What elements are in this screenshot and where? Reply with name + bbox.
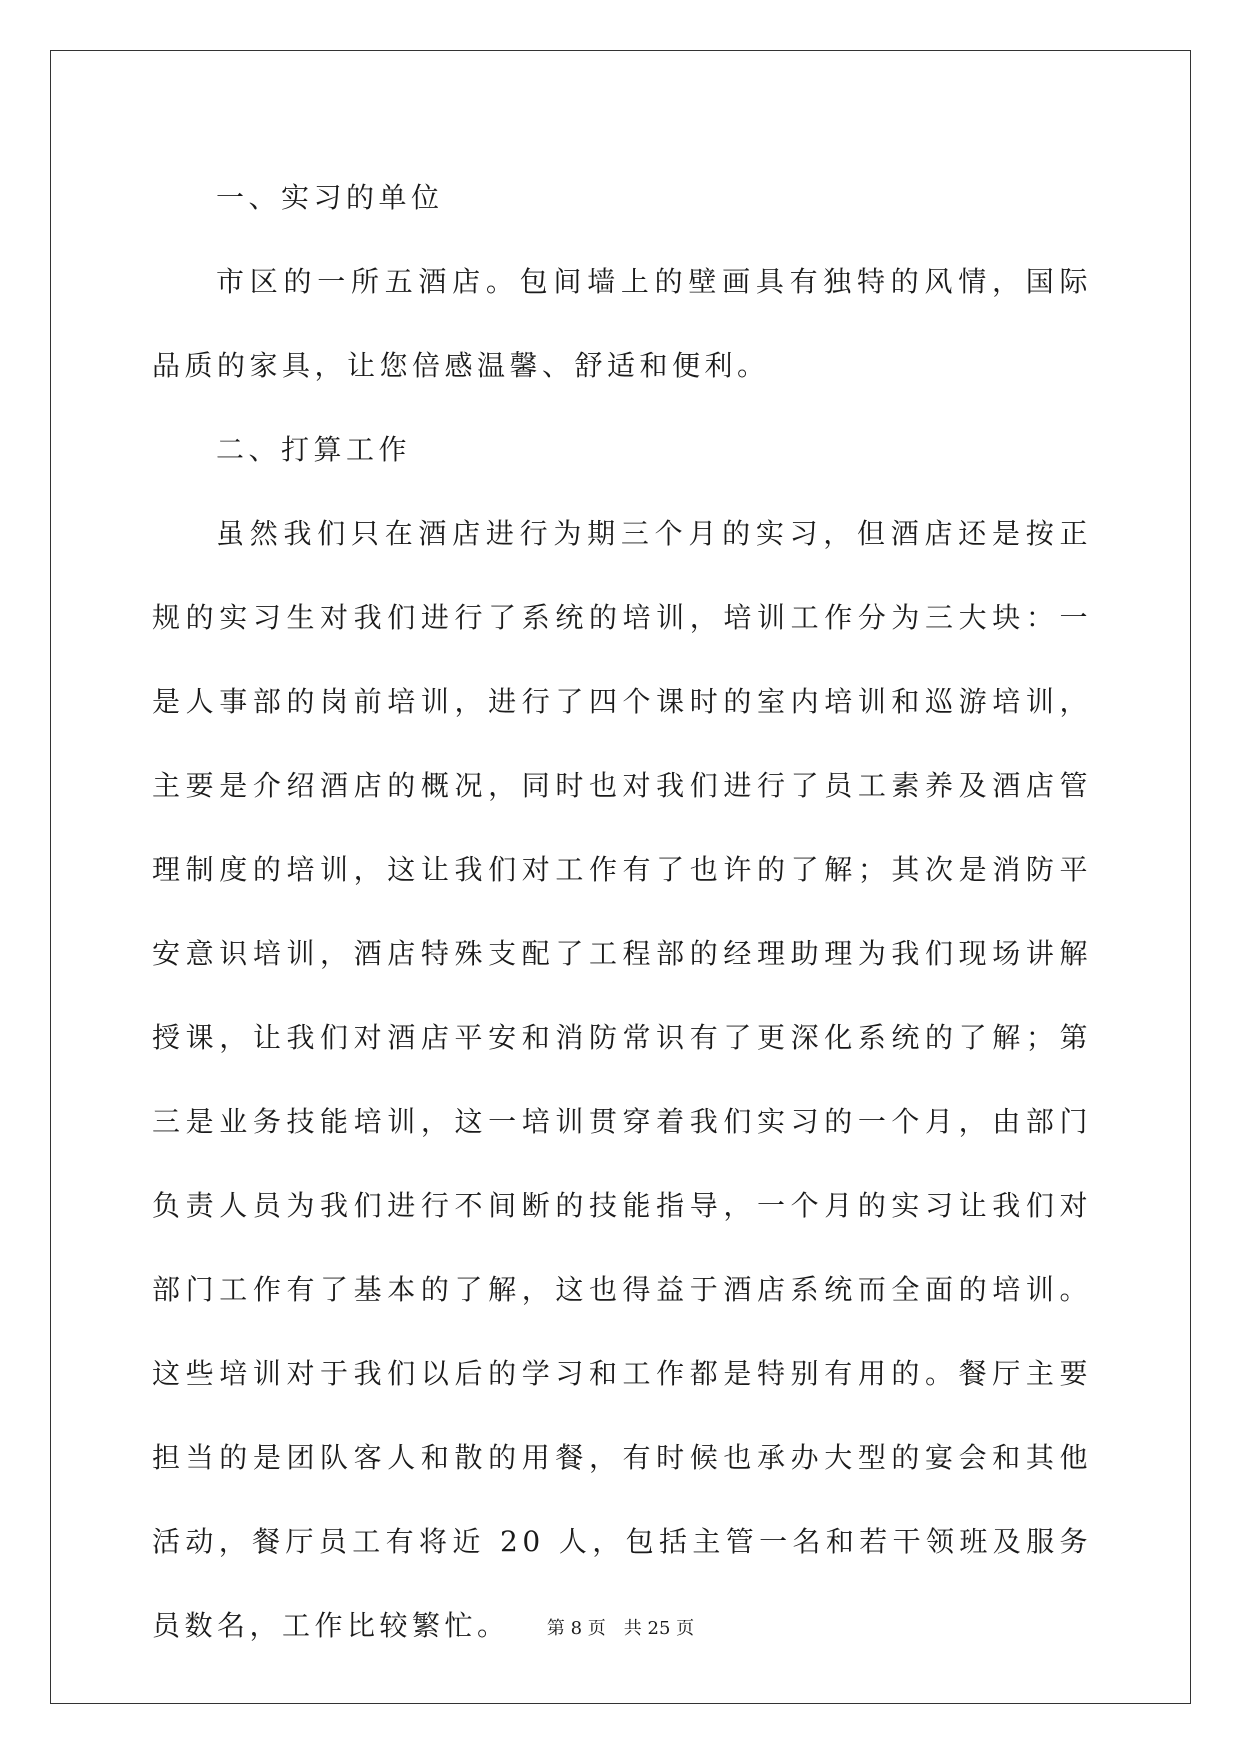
page-number: 第 8 页 [546, 1618, 606, 1639]
page-footer [0, 1617, 1241, 1641]
section-heading-1: 一、实习的单位 [216, 181, 444, 214]
section-heading-2: 二、打算工作 [216, 433, 412, 466]
document-body [152, 156, 1092, 1668]
paragraph-2: 虽然我们只在酒店进行为期三个月的实习，但酒店还是按正规的实习生对我们进行了系统的培训，培训工作分为三大块：一是人事部的岗前培训，进行了四个课时的室内培训和巡游培训，主要是介绍酒店的概况，同时也对我们进行了员工素养及酒店管理制度的培训，这让我们对工作有了也许的了解；其次是消防平安意识培训，酒店特殊支配了工程部的经理助理为我们现场讲解授课，让我们对酒店平安和消防常识有了更深化系统的了解；第三是业务技能培训，这一培训贯穿着我们实习的一个月，由部门负责人员为我们进行不间断的技能指导，一个月的实习让我们对部门工作有了基本的了解，这也得益于酒店系统而全面的培训。这些培训对于我们以后的学习和工作都是特别有用的。餐厅主要担当的是团队客人和散的用餐，有时候也承办大型的宴会和其他活动，餐厅员工有将近 20 人，包括主管一名和若干领班及服务员数名，工作比较繁忙。 [152, 517, 1092, 1642]
paragraph-1: 市区的一所五酒店。包间墙上的壁画具有独特的风情，国际品质的家具，让您倍感温馨、舒适和便利。 [152, 265, 1092, 382]
page-total: 共 25 页 [623, 1618, 695, 1639]
